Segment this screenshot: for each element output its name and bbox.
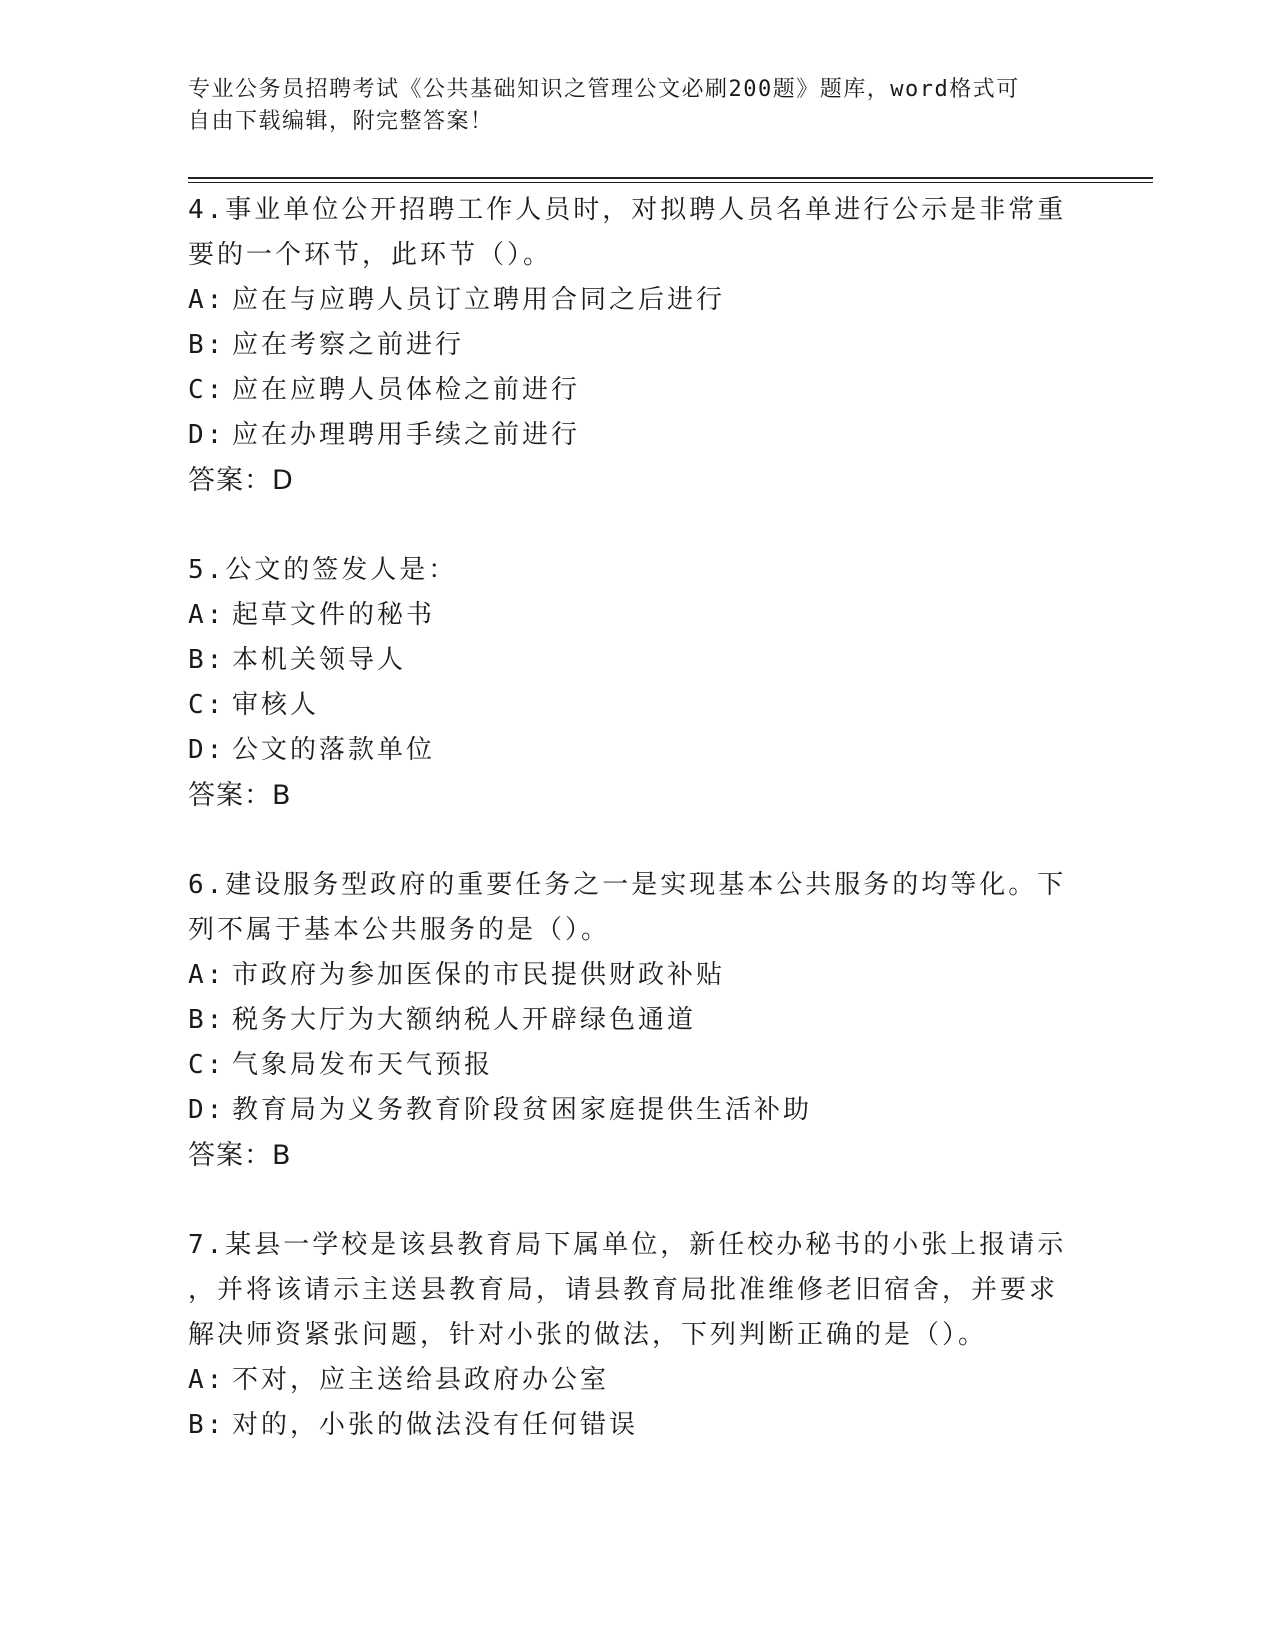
document-header	[188, 74, 1068, 138]
option-text: 市政府为参加医保的市民提供财政补贴	[232, 960, 726, 990]
option-text: 应在办理聘用手续之前进行	[232, 420, 581, 450]
question-stem-line: 5.公文的签发人是：	[188, 555, 458, 585]
answer-option	[188, 683, 1088, 728]
option-letter: D:	[188, 735, 226, 765]
option-text: 本机关领导人	[232, 645, 407, 675]
option-text: 不对，应主送给县政府办公室	[232, 1365, 610, 1395]
question-stem-line: 6.建设服务型政府的重要任务之一是实现基本公共服务的均等化。下	[188, 870, 1067, 900]
option-text: 税务大厅为大额纳税人开辟绿色通道	[232, 1005, 697, 1035]
question-spacer	[188, 818, 1088, 863]
answer-option	[188, 1088, 1088, 1133]
question-stem-line: 解决师资紧张问题，针对小张的做法，下列判断正确的是（）。	[188, 1320, 988, 1350]
answer-key: 答案：B	[188, 780, 292, 811]
question-block	[188, 1223, 1088, 1448]
option-letter: C:	[188, 690, 226, 720]
answer-option	[188, 998, 1088, 1043]
header-rule-thick	[188, 177, 1153, 179]
option-letter: D:	[188, 1095, 226, 1125]
answer-option	[188, 1403, 1088, 1448]
question-stem-line: 7.某县一学校是该县教育局下属单位，新任校办秘书的小张上报请示	[188, 1230, 1067, 1260]
answer-option	[188, 323, 1088, 368]
question-block	[188, 863, 1088, 1223]
question-list	[188, 188, 1088, 1448]
answer-option	[188, 278, 1088, 323]
header-rule-thin	[188, 182, 1153, 183]
option-letter: B:	[188, 1005, 226, 1035]
header-line-2: 自由下载编辑，附完整答案！	[188, 109, 494, 134]
option-letter: A:	[188, 1365, 226, 1395]
question-spacer	[188, 503, 1088, 548]
question-stem-line: 要的一个环节，此环节（）。	[188, 240, 553, 270]
answer-option	[188, 413, 1088, 458]
answer-option	[188, 1043, 1088, 1088]
option-text: 应在应聘人员体检之前进行	[232, 375, 581, 405]
question-block	[188, 188, 1088, 548]
question-stem-line: ，并将该请示主送县教育局，请县教育局批准维修老旧宿舍，并要求	[188, 1275, 1059, 1305]
answer-option	[188, 368, 1088, 413]
option-text: 教育局为义务教育阶段贫困家庭提供生活补助	[232, 1095, 813, 1125]
question-spacer	[188, 1178, 1088, 1223]
answer-option	[188, 638, 1088, 683]
answer-option	[188, 953, 1088, 998]
option-text: 气象局发布天气预报	[232, 1050, 494, 1080]
option-letter: A:	[188, 600, 226, 630]
header-line-1: 专业公务员招聘考试《公共基础知识之管理公文必刷200题》题库，word格式可	[188, 77, 1020, 102]
option-text: 应在考察之前进行	[232, 330, 465, 360]
answer-option	[188, 728, 1088, 773]
question-stem-line: 4.事业单位公开招聘工作人员时，对拟聘人员名单进行公示是非常重	[188, 195, 1067, 225]
option-letter: A:	[188, 285, 226, 315]
answer-option	[188, 593, 1088, 638]
option-letter: D:	[188, 420, 226, 450]
question-stem-line: 列不属于基本公共服务的是（）。	[188, 915, 611, 945]
option-letter: C:	[188, 1050, 226, 1080]
answer-key: 答案：B	[188, 1140, 292, 1171]
option-text: 审核人	[232, 690, 320, 720]
option-letter: B:	[188, 645, 226, 675]
option-text: 应在与应聘人员订立聘用合同之后进行	[232, 285, 726, 315]
option-letter: B:	[188, 330, 226, 360]
option-letter: B:	[188, 1410, 226, 1440]
question-block	[188, 548, 1088, 863]
option-text: 起草文件的秘书	[232, 600, 436, 630]
option-letter: C:	[188, 375, 226, 405]
answer-key: 答案：D	[188, 465, 294, 496]
answer-option	[188, 1358, 1088, 1403]
option-letter: A:	[188, 960, 226, 990]
option-text: 公文的落款单位	[232, 735, 436, 765]
option-text: 对的，小张的做法没有任何错误	[232, 1410, 639, 1440]
